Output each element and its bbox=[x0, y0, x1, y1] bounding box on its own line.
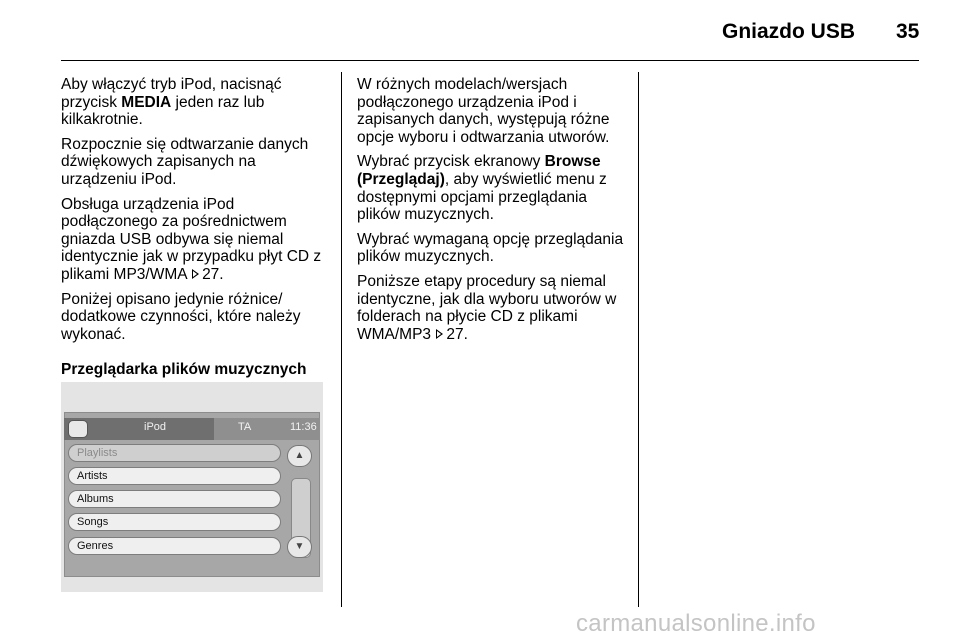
menu-item-playlists[interactable]: Playlists bbox=[68, 444, 281, 462]
menu-item-genres[interactable]: Genres bbox=[68, 537, 281, 555]
home-icon bbox=[68, 420, 88, 438]
ta-label: TA bbox=[238, 421, 252, 433]
clock: 11:36 bbox=[290, 421, 317, 433]
media-keyword: MEDIA bbox=[121, 93, 172, 111]
menu-item-songs[interactable]: Songs bbox=[68, 513, 281, 531]
paragraph-procedure: Poniższe etapy procedury są niemal identyczne, jak dla wyboru utworów w folderach na płycie CD z plikami WMA/MP3 27. bbox=[357, 272, 617, 343]
section-heading: Przeglądarka plików muzycznych bbox=[61, 361, 307, 379]
page-ref-arrow-icon bbox=[192, 269, 199, 279]
column-divider-right bbox=[638, 72, 639, 607]
menu-item-artists[interactable]: Artists bbox=[68, 467, 281, 485]
page-ref[interactable]: 27. bbox=[202, 265, 224, 283]
source-label: iPod bbox=[144, 421, 167, 433]
right-column bbox=[357, 76, 633, 350]
column-divider-left bbox=[341, 72, 342, 607]
paragraph-models: W różnych modelach/wersjach podłączonego urządzenia iPod i zapisanych danych, występują różne opcje wyboru i odtwarzania utworów. bbox=[357, 76, 610, 146]
menu-item-albums[interactable]: Albums bbox=[68, 490, 281, 508]
paragraph-browse: Wybrać przycisk ekranowy Browse (Przeglądaj), aby wyświetlić menu z dostępnymi opcjami przeglądania plików muzycznych. bbox=[357, 153, 607, 224]
paragraph-media: Aby włączyć tryb iPod, nacisnąć przycisk MEDIA jeden raz lub kilkakrotnie. bbox=[61, 76, 282, 129]
ipod-screen-illustration bbox=[61, 382, 323, 592]
browse-keyword: Browse (Przeglądaj) bbox=[357, 153, 601, 188]
page-ref[interactable]: 27. bbox=[446, 325, 468, 343]
page-number: 35 bbox=[896, 20, 920, 43]
status-bar bbox=[64, 418, 320, 440]
watermark: carmanualsonline.info bbox=[576, 610, 816, 637]
paragraph-playback: Rozpocznie się odtwarzanie danych dźwiękowych zapisanych na urządzeniu iPod. bbox=[61, 135, 309, 188]
paragraph-differences: Poniżej opisano jedynie różnice/ dodatkowe czynności, które należy wykonać. bbox=[61, 290, 301, 343]
scroll-up-icon[interactable]: ▲ bbox=[287, 445, 312, 467]
paragraph-select-option: Wybrać wymaganą opcję przeglądania plików muzycznych. bbox=[357, 230, 624, 266]
page-title: Gniazdo USB bbox=[722, 20, 856, 43]
scroll-down-icon[interactable]: ▼ bbox=[287, 536, 312, 558]
page-ref-arrow-icon bbox=[436, 329, 443, 339]
paragraph-usb-operation: Obsługa urządzenia iPod podłączonego za pośrednictwem gniazda USB odbywa się niemal identycznie jak w przypadku płyt CD z plikami MP3/WMA 27. bbox=[61, 195, 322, 283]
header-rule bbox=[61, 60, 919, 61]
left-column bbox=[61, 76, 327, 386]
